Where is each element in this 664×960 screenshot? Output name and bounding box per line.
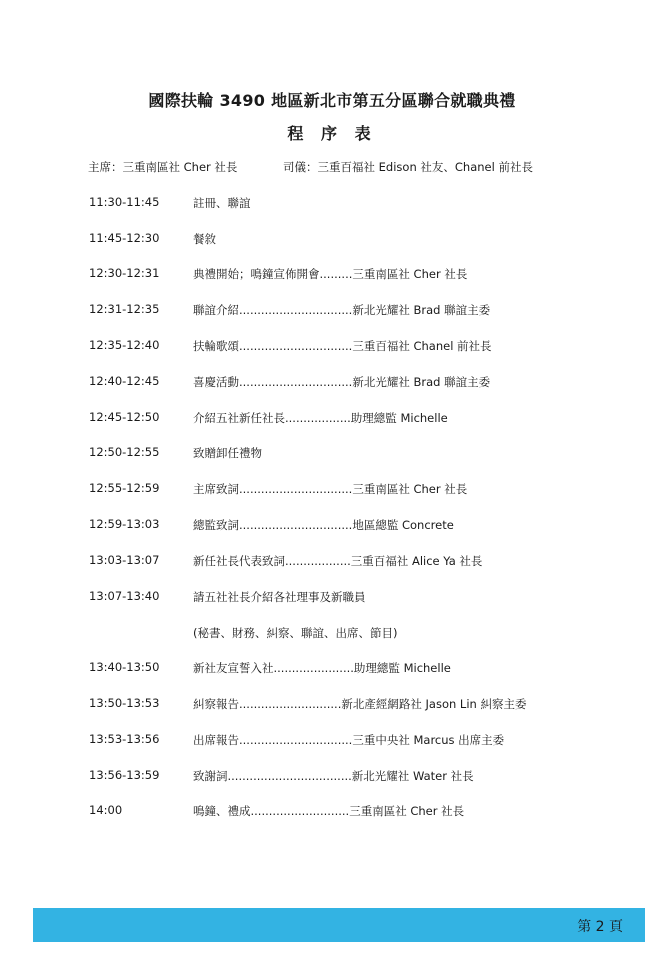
schedule-time: 11:45-12:30 <box>89 231 160 245</box>
schedule-item: 總監致詞...............................地區總監 Concrete <box>193 518 454 532</box>
schedule-item: 糾察報告............................新北產經網路社 Jason Lin 糾察主委 <box>193 697 527 711</box>
schedule-item: 聯誼介紹...............................新北光耀社 Brad 聯誼主委 <box>193 303 491 317</box>
schedule-item: 餐敘 <box>193 232 216 246</box>
schedule-item: 請五社社長介紹各社理事及新職員 <box>193 590 366 604</box>
schedule-time: 11:30-11:45 <box>89 195 160 209</box>
schedule-item: 介紹五社新任社長..................助理總監 Michelle <box>193 411 448 425</box>
schedule-item: 主席致詞...............................三重南區社 Cher 社長 <box>193 482 468 496</box>
schedule-time: 13:50-13:53 <box>89 696 160 710</box>
schedule-item: 註冊、聯誼 <box>193 196 251 210</box>
schedule-time: 12:45-12:50 <box>89 410 160 424</box>
document-subtitle: 程 序 表 <box>287 124 377 143</box>
schedule-time: 12:59-13:03 <box>89 517 160 531</box>
schedule-item: 扶輪歌頌...............................三重百福社 Chanel 前社長 <box>193 339 492 353</box>
schedule-item: 喜慶活動...............................新北光耀社 Brad 聯誼主委 <box>193 375 491 389</box>
schedule-item: 致謝詞..................................新北光耀社 Water 社長 <box>193 769 474 783</box>
schedule-item: 致贈卸任禮物 <box>193 446 262 460</box>
schedule-time: 13:56-13:59 <box>89 768 160 782</box>
schedule-item: 新社友宣誓入社......................助理總監 Michelle <box>193 661 451 675</box>
chair-info: 主席：三重南區社 Cher 社長 <box>88 160 238 174</box>
schedule-item: 出席報告...............................三重中央社 Marcus 出席主委 <box>193 733 505 747</box>
footer-bar <box>33 908 645 942</box>
schedule-time: 12:40-12:45 <box>89 374 160 388</box>
schedule-item: 鳴鐘、禮成...........................三重南區社 Cher 社長 <box>193 804 465 818</box>
schedule-item: 新任社長代表致詞..................三重百福社 Alice Ya 社長 <box>193 554 483 568</box>
page-number: 第 2 頁 <box>577 919 623 935</box>
schedule-time: 13:53-13:56 <box>89 732 160 746</box>
schedule-time: 13:40-13:50 <box>89 660 160 674</box>
schedule-item: 典禮開始；鳴鐘宣佈開會.........三重南區社 Cher 社長 <box>193 267 468 281</box>
schedule-time: 12:31-12:35 <box>89 302 160 316</box>
schedule-time: 13:07-13:40 <box>89 589 160 603</box>
schedule-time: 12:30-12:31 <box>89 266 160 280</box>
schedule-time: 12:55-12:59 <box>89 481 160 495</box>
document-title: 國際扶輪 3490 地區新北市第五分區聯合就職典禮 <box>148 91 516 110</box>
mc-info: 司儀：三重百福社 Edison 社友、Chanel 前社長 <box>283 160 533 174</box>
schedule-time: 13:03-13:07 <box>89 553 160 567</box>
schedule-time: 12:50-12:55 <box>89 445 160 459</box>
schedule-item: (秘書、財務、糾察、聯誼、出席、節目) <box>193 626 398 640</box>
schedule-time: 12:35-12:40 <box>89 338 160 352</box>
schedule-time: 14:00 <box>89 803 123 817</box>
